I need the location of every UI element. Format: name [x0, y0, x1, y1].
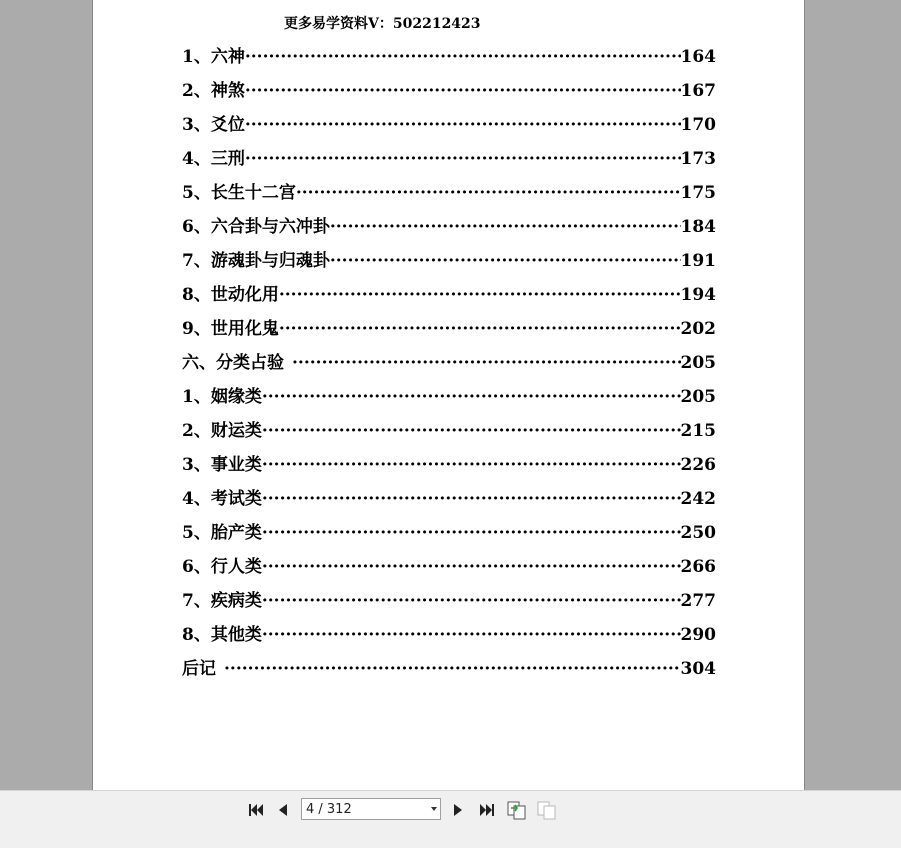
toc-entry[interactable] [182, 383, 716, 417]
toc-entry-title: 后记 [182, 659, 216, 679]
toc-page-number: 205 [680, 387, 716, 407]
toc-page-number: 167 [680, 81, 716, 101]
last-page-icon [478, 801, 496, 819]
toc-dot-leader [245, 111, 681, 139]
toc-page-number: 266 [680, 557, 716, 577]
toc-dot-leader [245, 43, 681, 71]
toc-dot-leader [292, 349, 681, 377]
toc-entry[interactable] [182, 451, 716, 485]
table-of-contents [182, 43, 716, 689]
toc-entry-title: 3、爻位 [182, 115, 245, 135]
toc-page-number: 202 [680, 319, 716, 339]
toc-dot-leader [245, 77, 681, 105]
toc-page-number: 184 [680, 217, 716, 237]
toc-page-number: 194 [680, 285, 716, 305]
document-page [92, 0, 805, 790]
toc-entry[interactable] [182, 553, 716, 587]
toc-page-number: 173 [680, 149, 716, 169]
toc-entry[interactable] [182, 179, 716, 213]
toc-entry[interactable] [182, 43, 716, 77]
toc-entry-title: 8、其他类 [182, 625, 262, 645]
first-page-icon [247, 801, 265, 819]
toc-entry[interactable] [182, 417, 716, 451]
toc-dot-leader [330, 247, 681, 275]
toc-entry-title: 5、长生十二宫 [182, 183, 296, 203]
toc-entry[interactable] [182, 621, 716, 655]
toc-entry-title: 5、胎产类 [182, 523, 262, 543]
toc-entry-title: 6、行人类 [182, 557, 262, 577]
toc-dot-leader [262, 519, 681, 547]
next-page-icon [449, 801, 467, 819]
toc-page-number: 175 [680, 183, 716, 203]
toc-dot-leader [262, 383, 681, 411]
navigation-toolbar [0, 790, 901, 848]
toc-entry[interactable] [182, 587, 716, 621]
first-page-button[interactable] [245, 799, 267, 821]
toc-entry[interactable] [182, 315, 716, 349]
toc-dot-leader [245, 145, 681, 173]
toc-dot-leader [279, 281, 681, 309]
toc-dot-leader [330, 213, 681, 241]
toc-entry[interactable] [182, 281, 716, 315]
toc-entry[interactable] [182, 145, 716, 179]
page-header: 更多易学资料V：502212423 [284, 16, 481, 32]
toc-entry[interactable] [182, 519, 716, 553]
previous-page-button[interactable] [272, 799, 294, 821]
insert-page-button[interactable] [506, 799, 528, 821]
toc-entry[interactable] [182, 247, 716, 281]
toc-entry[interactable] [182, 77, 716, 111]
toc-dot-leader [262, 587, 681, 615]
toc-dot-leader [279, 315, 681, 343]
toc-page-number: 290 [680, 625, 716, 645]
toc-entry-title: 4、考试类 [182, 489, 262, 509]
toc-entry[interactable] [182, 111, 716, 145]
page-number-field[interactable] [301, 798, 441, 820]
toc-entry[interactable] [182, 485, 716, 519]
toc-page-number: 277 [680, 591, 716, 611]
remove-page-icon [536, 799, 558, 821]
toc-entry-title: 2、财运类 [182, 421, 262, 441]
toc-page-number: 304 [680, 659, 716, 679]
toc-page-number: 164 [680, 47, 716, 67]
toc-page-number: 170 [680, 115, 716, 135]
toc-entry-title: 7、疾病类 [182, 591, 262, 611]
toc-entry-title: 6、六合卦与六冲卦 [182, 217, 330, 237]
insert-page-icon [506, 799, 528, 821]
toc-dot-leader [262, 621, 681, 649]
toc-entry-title: 1、六神 [182, 47, 245, 67]
next-page-button[interactable] [447, 799, 469, 821]
toc-page-number: 191 [680, 251, 716, 271]
toc-page-number: 215 [680, 421, 716, 441]
toc-page-number: 242 [680, 489, 716, 509]
toc-entry-title: 8、世动化用 [182, 285, 279, 305]
toc-dot-leader [262, 451, 681, 479]
toc-entry[interactable] [182, 349, 716, 383]
toc-entry-title: 1、姻缘类 [182, 387, 262, 407]
remove-page-button[interactable] [536, 799, 558, 821]
toc-entry-title: 7、游魂卦与归魂卦 [182, 251, 330, 271]
chevron-down-icon[interactable] [431, 807, 437, 811]
toc-page-number: 250 [680, 523, 716, 543]
toc-entry-title: 9、世用化鬼 [182, 319, 279, 339]
toc-entry-title: 4、三刑 [182, 149, 245, 169]
toc-page-number: 205 [680, 353, 716, 373]
previous-page-icon [274, 801, 292, 819]
toc-dot-leader [296, 179, 681, 207]
toc-dot-leader [262, 485, 681, 513]
toc-entry-title: 六、分类占验 [182, 353, 284, 373]
toc-dot-leader [262, 553, 681, 581]
last-page-button[interactable] [476, 799, 498, 821]
toc-entry[interactable] [182, 213, 716, 247]
toc-entry[interactable] [182, 655, 716, 689]
toc-dot-leader [224, 655, 681, 683]
page-number-input[interactable] [302, 800, 424, 818]
toc-entry-title: 2、神煞 [182, 81, 245, 101]
toc-entry-title: 3、事业类 [182, 455, 262, 475]
toc-dot-leader [262, 417, 681, 445]
toc-page-number: 226 [680, 455, 716, 475]
